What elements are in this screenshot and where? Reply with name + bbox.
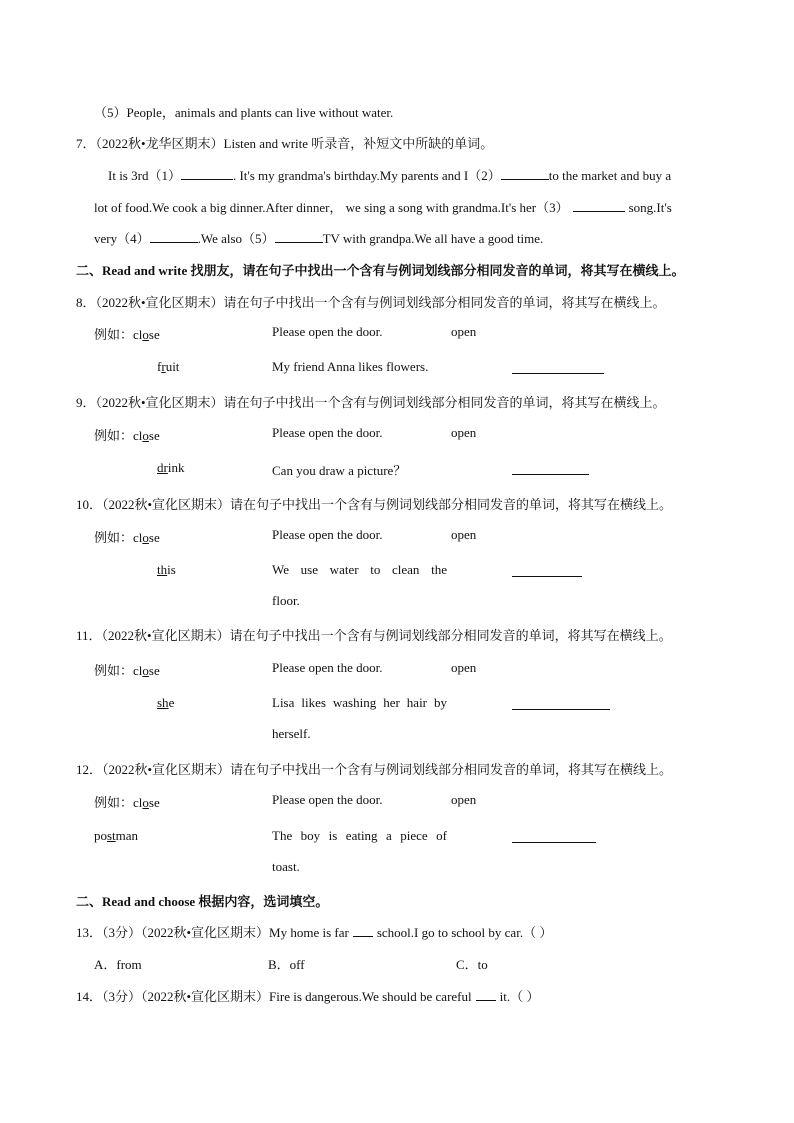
q7-blank-2[interactable] (501, 167, 549, 180)
q9-answer-line[interactable] (512, 473, 589, 475)
q8-header: 8．（2022秋•宣化区期末）请在句子中找出一个含有与例词划线部分相同发音的单词，将其写在横线上。 (76, 295, 666, 310)
q7-line3-text-c: TV with grandpa.We all have a good time. (322, 231, 544, 246)
q8-example-word: 例如：close (94, 327, 160, 342)
q10-sentence-line2: floor. (272, 593, 300, 608)
q12-answer-line[interactable] (512, 841, 596, 843)
q8-answer-line[interactable] (512, 372, 604, 374)
q10-answer-line[interactable] (512, 575, 582, 577)
q12-sentence-line2: toast. (272, 859, 300, 874)
q7-line1-text-b: . It's my grandma's birthday.My parents and I（2） (232, 168, 501, 183)
q7-line3-text-b: .We also（5） (197, 231, 275, 246)
q8-example-sentence: Please open the door. (272, 324, 383, 339)
q11-header: 11．（2022秋•宣化区期末）请在句子中找出一个含有与例词划线部分相同发音的单词，将其写在横线上。 (76, 628, 672, 643)
q11-example-word: 例如：close (94, 663, 160, 678)
q13-option-a[interactable]: A．from (94, 957, 142, 972)
q11-answer-line[interactable] (512, 708, 610, 710)
q7-line2-text-b: song.It's (628, 200, 672, 215)
q9-example-answer: open (451, 425, 477, 440)
q10-example-word: 例如：close (94, 530, 160, 545)
q13-blank[interactable] (353, 924, 373, 937)
q8-word: fruit (157, 359, 180, 374)
q9-example-word: 例如：close (94, 428, 160, 443)
q7-line3 (94, 228, 543, 247)
q12-example-answer: open (451, 792, 477, 807)
q13-question (76, 922, 552, 941)
q9-sentence: Can you draw a picture？ (272, 463, 407, 478)
q10-example-sentence: Please open the door. (272, 527, 383, 542)
q7-line3-text-a: very（4） (94, 231, 150, 246)
q11-sentence-line2: herself. (272, 726, 311, 741)
q12-word: postman (94, 828, 139, 843)
q11-example-answer: open (451, 660, 477, 675)
q10-header: 10．（2022秋•宣化区期末）请在句子中找出一个含有与例词划线部分相同发音的单词，将其写在横线上。 (76, 497, 673, 512)
q7-blank-5[interactable] (275, 230, 323, 243)
q13-after: school.I go to school by car.（ ） (376, 925, 553, 940)
q13-option-b[interactable]: B．off (268, 957, 305, 972)
section3-header: 二、Read and choose 根据内容，选词填空。 (76, 894, 329, 909)
q8-sentence: My friend Anna likes flowers. (272, 359, 429, 374)
q14-question (76, 986, 539, 1005)
q14-blank[interactable] (476, 988, 496, 1001)
q10-sentence-line1: We use water to clean the (272, 562, 447, 577)
q9-word: drink (157, 460, 185, 475)
q11-example-sentence: Please open the door. (272, 660, 383, 675)
q7-line2-text-a: lot of food.We cook a big dinner.After dinner， we sing a song with grandma.It's her（3） (94, 200, 569, 215)
q7-line1-text-c: to the market and buy a (548, 168, 672, 183)
q7-line2 (94, 197, 672, 216)
q10-word: this (157, 562, 176, 577)
q13-option-c[interactable]: C．to (456, 957, 488, 972)
q11-sentence-line1: Lisa likes washing her hair by (272, 695, 447, 710)
q14-after: it.（ ） (499, 989, 540, 1004)
q7-blank-4[interactable] (150, 230, 198, 243)
q12-header: 12．（2022秋•宣化区期末）请在句子中找出一个含有与例词划线部分相同发音的单词，将其写在横线上。 (76, 762, 673, 777)
q7-line1-text-a: It is 3rd（1） (108, 168, 181, 183)
q7-blank-3[interactable] (573, 199, 625, 212)
q8-example-answer: open (451, 324, 477, 339)
q7-blank-1[interactable] (181, 167, 233, 180)
q9-header: 9．（2022秋•宣化区期末）请在句子中找出一个含有与例词划线部分相同发音的单词，将其写在横线上。 (76, 395, 666, 410)
q7-header: 7．（2022秋•龙华区期末）Listen and write 听录音，补短文中所缺的单词。 (76, 136, 494, 151)
q12-sentence-line1: The boy is eating a piece of (272, 828, 447, 843)
q7-line1 (108, 165, 671, 184)
q11-word: she (157, 695, 175, 710)
q12-example-word: 例如：close (94, 795, 160, 810)
q14-header: 14．（3分）（2022秋•宣化区期末）Fire is dangerous.We should be careful (76, 989, 472, 1004)
prev-item-5: （5）People，animals and plants can live without water. (94, 105, 394, 120)
q10-example-answer: open (451, 527, 477, 542)
q9-example-sentence: Please open the door. (272, 425, 383, 440)
section2-header: 二、Read and write 找朋友，请在句子中找出一个含有与例词划线部分相同发音的单词，将其写在横线上。 (76, 263, 685, 278)
q12-example-sentence: Please open the door. (272, 792, 383, 807)
q13-header: 13．（3分）（2022秋•宣化区期末）My home is far (76, 925, 349, 940)
